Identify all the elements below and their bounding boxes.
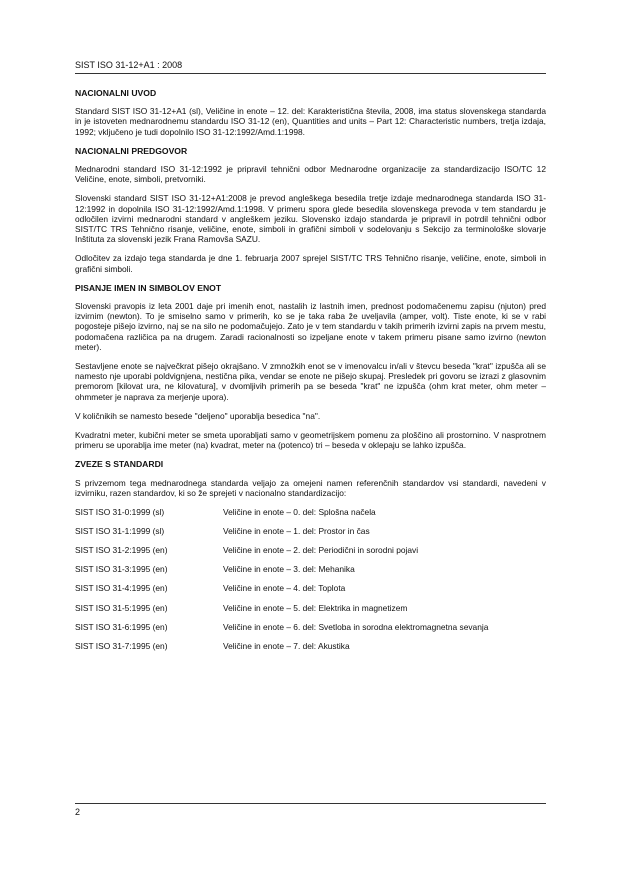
section-heading: NACIONALNI PREDGOVOR <box>75 145 188 156</box>
page-number: 2 <box>75 807 81 817</box>
standard-code: SIST ISO 31-1:1999 (sl) <box>75 526 165 537</box>
paragraph: Mednarodni standard ISO 31-12:1992 je pripravil tehnični odbor Mednarodne organizacije za standardizacijo ISO/TC 12 Veličine, enote, simboli, pretvorniki. <box>75 164 546 185</box>
standard-title: Veličine in enote – 3. del: Mehanika <box>223 564 355 575</box>
standard-code: SIST ISO 31-3:1995 (en) <box>75 564 168 575</box>
standard-row <box>75 641 546 660</box>
section-heading: NACIONALNI UVOD <box>75 88 157 98</box>
paragraph: S privzemom tega mednarodnega standarda veljajo za omejeni namen referenčnih standardov vsi standardi, navedeni v izvirniku, razen standardov, ki so že sprejeti v nacionalno standardizacijo: <box>75 477 546 498</box>
document-header: SIST ISO 31-12+A1 : 2008 <box>75 60 183 70</box>
standard-code: SIST ISO 31-2:1995 (en) <box>75 545 168 556</box>
standard-code: SIST ISO 31-4:1995 (en) <box>75 583 168 594</box>
standard-row <box>75 507 546 526</box>
section-heading: PISANJE IMEN IN SIMBOLOV ENOT <box>75 282 222 293</box>
standard-code: SIST ISO 31-7:1995 (en) <box>75 640 168 651</box>
standard-title: Veličine in enote – 2. del: Periodični in sorodni pojavi <box>223 545 419 556</box>
paragraph: V količnikih se namesto besede "deljeno" uporablja besedica "na". <box>75 410 321 421</box>
standard-row <box>75 545 546 564</box>
paragraph: Standard SIST ISO 31-12+A1 (sl), Veličine in enote – 12. del: Karakteristična števila, 2008, ima status slovenskega standarda in je istoveten mednarodnemu standardu ISO 31-12 (en), Quantities and units – Part 12: Characteristic numbers, tretja izdaja, 1992; vključeno je tudi dopolnilo ISO 31-12:1992/Amd.1:1998. <box>75 106 546 137</box>
standard-row <box>75 526 546 545</box>
standard-title: Veličine in enote – 4. del: Toplota <box>223 583 346 594</box>
section-nacionalni-uvod <box>75 88 546 137</box>
standard-code: SIST ISO 31-6:1995 (en) <box>75 621 168 632</box>
paragraph: Slovenski pravopis iz leta 2001 daje pri imenih enot, nastalih iz lastnih imen, prednost podomačenemu zapisu (njuton) pred izvirnim (newton). To je smiselno samo v primerih, ko se je taka raba že uveljavila (amper, volt). Tiste enote, ki se v rabi pogosteje pišejo izvirno, naj se na silo ne podomačujejo. Zato je v tem standardu v takih primerih izvirni zapis na prvem mestu, podomačena različica pa na drugem. Zaradi racionalnosti so izpeljane enote v takem primeru pisane samo izvirno (newton meter). <box>75 301 546 352</box>
standard-title: Veličine in enote – 0. del: Splošna načela <box>223 507 376 518</box>
standard-code: SIST ISO 31-5:1995 (en) <box>75 602 168 613</box>
standard-title: Veličine in enote – 5. del: Elektrika in magnetizem <box>223 602 408 613</box>
document-body <box>75 88 546 660</box>
standard-row <box>75 603 546 622</box>
footer-divider <box>75 803 546 804</box>
standards-list <box>75 507 546 660</box>
standard-row <box>75 622 546 641</box>
standard-row <box>75 564 546 583</box>
standard-title: Veličine in enote – 6. del: Svetloba in sorodna elektromagnetna sevanja <box>223 621 489 632</box>
standard-code: SIST ISO 31-0:1999 (sl) <box>75 507 165 518</box>
section-heading: ZVEZE S STANDARDI <box>75 459 164 470</box>
section-zveze-s-standardi <box>75 459 546 659</box>
paragraph: Sestavljene enote se največkrat pišejo okrajšano. V zmnožkih enot se v imenovalcu in/ali v števcu beseda "krat" izpušča ali se namesto nje uporabi poldvignjena, nestična pika, vendar se enote ne pišejo skupaj. Presledek pri govoru se izrazi z glasovnim premorom [kilovat ura, ne kilovatura], v dvomljivih primerih pa se beseda "krat" ne izpušča (ohm krat meter, ohm meter – ohmmeter je naprava za merjenje upora). <box>75 361 546 402</box>
section-pisanje-imen <box>75 283 546 451</box>
paragraph: Odločitev za izdajo tega standarda je dne 1. februarja 2007 sprejel SIST/TC TRS Tehnično risanje, veličine, enote, simboli in grafični simboli. <box>75 253 546 274</box>
paragraph: Slovenski standard SIST ISO 31-12+A1:2008 je prevod angleškega besedila tretje izdaje mednarodnega standarda ISO 31-12:1992 in dopolnila ISO 31-12:1992/Amd.1:1998. V primeru spora glede besedila slovenskega prevoda v tem standardu je odločilen izvirni mednarodni standard v angleškem jeziku. Slovensko izdajo standarda je pripravil in potrdil tehnični odbor SIST/TC TRS Tehnično risanje, veličine, enote, simboli in grafični simboli v sodelovanju s Sekcijo za terminološke slovarje Inštituta za slovenski jezik Frana Ramovša SAZU. <box>75 193 546 245</box>
standard-title: Veličine in enote – 7. del: Akustika <box>223 640 350 651</box>
paragraph: Kvadratni meter, kubični meter se smeta uporabljati samo v geometrijskem pomenu za ploščino ali prostornino. V nasprotnem primeru se uporablja ime meter (na) kvadrat, meter na (potenco) tri – beseda v oklepaju se lahko izpušča. <box>75 430 546 451</box>
standard-row <box>75 583 546 602</box>
header-divider <box>75 73 546 74</box>
section-nacionalni-predgovor <box>75 146 546 274</box>
standard-title: Veličine in enote – 1. del: Prostor in čas <box>223 526 370 537</box>
